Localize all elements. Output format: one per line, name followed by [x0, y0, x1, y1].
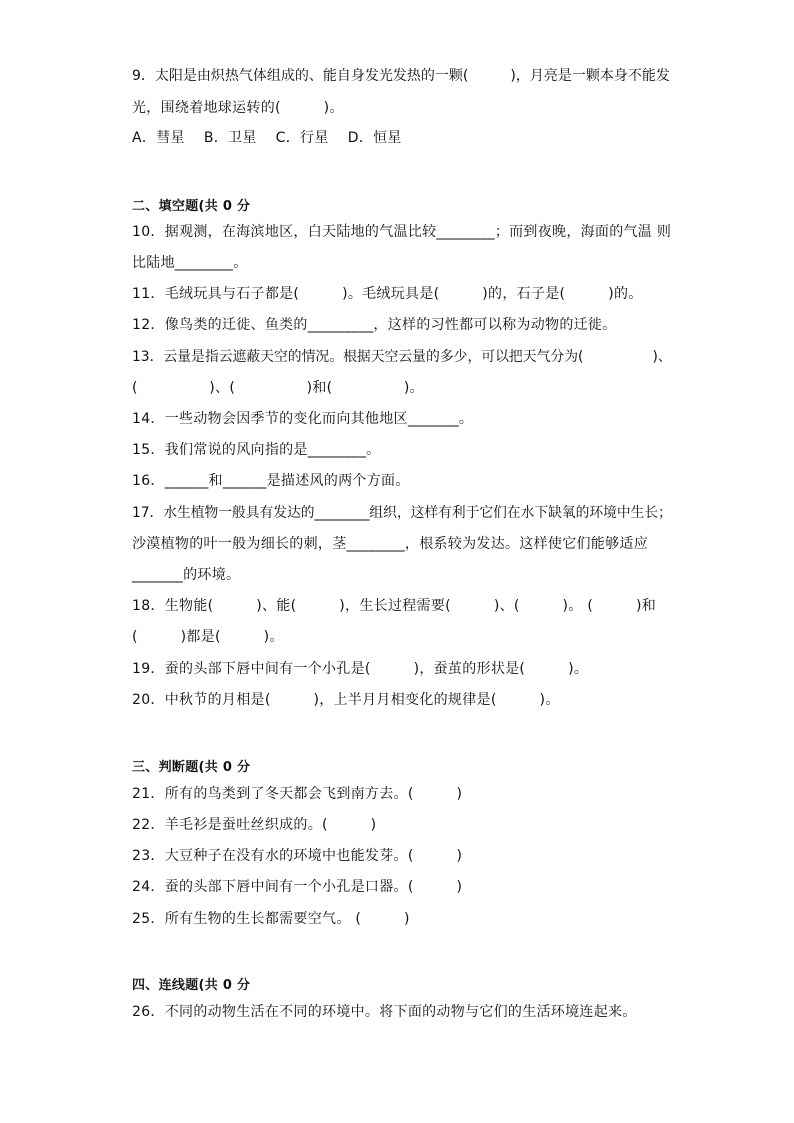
question-16: 16．______和______是描述风的两个方面。: [132, 473, 410, 489]
section-2-heading: 二、填空题(共 0 分: [132, 199, 251, 214]
question-9-options: A．彗星 B．卫星 C．行星 D．恒星: [132, 130, 402, 146]
question-9-line-1: 9．太阳是由炽热气体组成的、能自身发光发热的一颗( )，月亮是一颗本身不能发: [132, 68, 670, 84]
question-12: 12．像鸟类的迁徙、鱼类的_________，这样的习性都可以称为动物的迁徙。: [132, 317, 617, 333]
question-18-line-2: ( )都是( )。: [132, 629, 284, 645]
question-26: 26．不同的动物生活在不同的环境中。将下面的动物与它们的生活环境连起来。: [132, 1004, 637, 1020]
question-14: 14．一些动物会因季节的变化而向其他地区_______。: [132, 411, 474, 427]
question-17-line-1: 17．水生植物一般具有发达的________组织，这样有利于它们在水下缺氧的环境中生长；: [132, 505, 672, 521]
question-9-line-2: 光，围绕着地球运转的( )。: [132, 100, 344, 116]
question-13-line-1: 13．云量是指云遮蔽天空的情况。根据天空云量的多少，可以把天气分为( )、: [132, 349, 672, 365]
question-23: 23．大豆种子在没有水的环境中也能发芽。( ): [132, 848, 463, 864]
question-17-line-3: _______的环境。: [132, 567, 241, 583]
section-4-heading: 四、连线题(共 0 分: [132, 978, 251, 993]
question-10-line-2: 比陆地________。: [132, 255, 248, 271]
question-21: 21．所有的鸟类到了冬天都会飞到南方去。( ): [132, 786, 463, 802]
question-24: 24．蚕的头部下唇中间有一个小孔是口器。( ): [132, 879, 463, 895]
section-3-heading: 三、判断题(共 0 分: [132, 760, 251, 775]
question-17-line-2: 沙漠植物的叶一般为细长的刺，茎________，根系较为发达。这样使它们能够适应: [132, 536, 648, 552]
question-13-line-2: ( )、( )和( )。: [132, 380, 424, 396]
question-11: 11．毛绒玩具与石子都是( )。毛绒玩具是( )的，石子是( )的。: [132, 286, 643, 302]
question-20: 20．中秋节的月相是( )，上半月月相变化的规律是( )。: [132, 692, 560, 708]
question-22: 22．羊毛衫是蚕吐丝织成的。( ): [132, 817, 377, 833]
question-18-line-1: 18．生物能( )、能( )，生长过程需要( )、( )。 ( )和: [132, 598, 657, 614]
question-10-line-1: 10．据观测，在海滨地区，白天陆地的气温比较________；而到夜晚，海面的气温 则: [132, 224, 672, 240]
question-25: 25．所有生物的生长都需要空气。 ( ): [132, 911, 410, 927]
question-19: 19．蚕的头部下唇中间有一个小孔是( )，蚕茧的形状是( )。: [132, 661, 589, 677]
question-15: 15．我们常说的风向指的是________。: [132, 442, 381, 458]
